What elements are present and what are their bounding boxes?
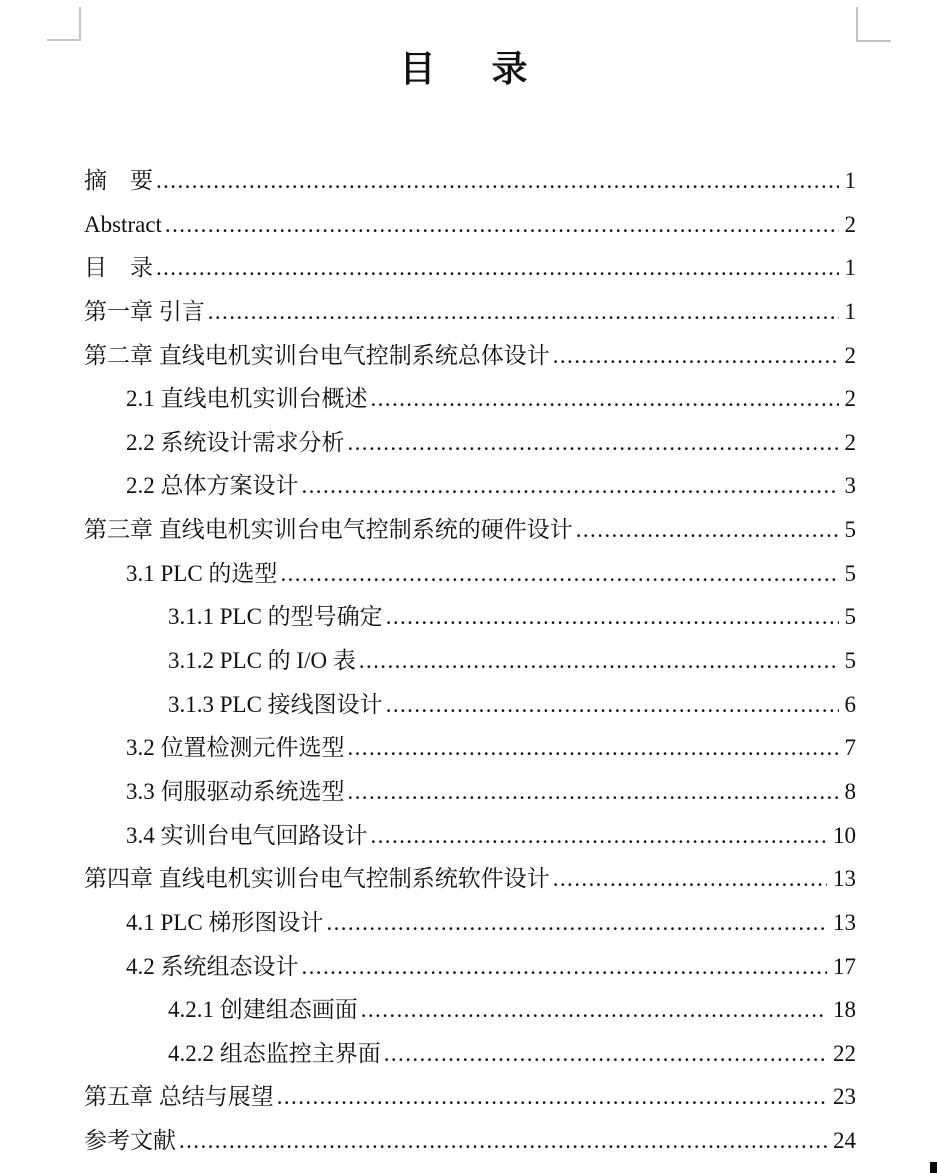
toc-entry-label: 2.1 直线电机实训台概述 xyxy=(126,386,368,412)
toc-entry-label: 摘 要 xyxy=(84,168,153,193)
toc-entry-label: 3.1.2 PLC 的 I/O 表 xyxy=(168,648,356,674)
toc-entry-row xyxy=(84,290,856,334)
toc-entry-label: 4.2 系统组态设计 xyxy=(126,953,299,979)
toc-entry-row xyxy=(84,508,856,552)
toc-entry-row xyxy=(84,857,856,901)
toc-dot-leader xyxy=(371,377,839,421)
toc-entry-page-number: 3 xyxy=(844,473,856,499)
scan-artifact-square xyxy=(930,1162,937,1173)
toc-entry-label: 参考文献 xyxy=(84,1128,176,1154)
toc-entry-page-number: 10 xyxy=(833,822,856,848)
toc-dot-leader xyxy=(326,901,827,945)
toc-entry-label: 4.2.2 组态监控主界面 xyxy=(168,1040,381,1066)
toc-entry-row xyxy=(84,639,856,683)
toc-dot-leader xyxy=(179,1119,827,1163)
toc-dot-leader xyxy=(165,203,839,247)
toc-entry-label: 3.1.1 PLC 的型号确定 xyxy=(168,604,383,630)
toc-entry-label: 3.3 伺服驱动系统选型 xyxy=(126,778,345,804)
toc-entry-page-number: 1 xyxy=(844,298,856,324)
toc-entry-page-number: 24 xyxy=(833,1128,856,1154)
toc-dot-leader xyxy=(359,639,839,683)
toc-entry-row xyxy=(84,1119,856,1163)
toc-entry-label: 2.2 总体方案设计 xyxy=(126,473,299,499)
toc-entry-label: 3.2 位置检测元件选型 xyxy=(126,735,345,761)
margin-crop-mark-top-left-icon xyxy=(47,7,81,41)
toc-entry-row xyxy=(84,595,856,639)
toc-entry-label: Abstract xyxy=(84,211,162,237)
toc-entry-page-number: 23 xyxy=(833,1084,856,1110)
toc-entry-row xyxy=(84,683,856,727)
toc-entry-label: 4.1 PLC 梯形图设计 xyxy=(126,909,324,935)
toc-dot-leader xyxy=(553,857,827,901)
toc-dot-leader xyxy=(280,552,838,596)
toc-entry-row xyxy=(84,726,856,770)
toc-entry-page-number: 5 xyxy=(844,560,856,586)
page-title: 目 录 xyxy=(399,49,538,89)
toc-entry-page-number: 8 xyxy=(844,778,856,804)
toc-dot-leader xyxy=(384,1032,827,1076)
toc-dot-leader xyxy=(156,246,839,290)
toc-entry-row xyxy=(84,552,856,596)
toc-entry-row xyxy=(84,770,856,814)
toc-entry-row xyxy=(84,421,856,465)
toc-entry-row xyxy=(84,159,856,203)
margin-crop-mark-top-right-icon xyxy=(856,7,891,42)
toc-entry-label: 第三章 直线电机实训台电气控制系统的硬件设计 xyxy=(84,517,573,543)
toc-entry-label: 3.1 PLC 的选型 xyxy=(126,560,278,586)
toc-dot-leader xyxy=(386,683,839,727)
toc-entry-page-number: 1 xyxy=(844,255,856,281)
toc-entry-label: 第五章 总结与展望 xyxy=(84,1084,274,1110)
toc-entry-page-number: 18 xyxy=(833,997,856,1023)
toc-entry-row xyxy=(84,246,856,290)
toc-entry-page-number: 2 xyxy=(844,211,856,237)
toc-entry-row xyxy=(84,334,856,378)
toc-entry-page-number: 5 xyxy=(844,517,856,543)
toc-entry-label: 第二章 直线电机实训台电气控制系统总体设计 xyxy=(84,342,550,368)
toc-entry-page-number: 17 xyxy=(833,953,856,979)
toc-entry-row xyxy=(84,203,856,247)
toc-entry-label: 第四章 直线电机实训台电气控制系统软件设计 xyxy=(84,866,550,892)
toc-dot-leader xyxy=(361,988,827,1032)
toc-dot-leader xyxy=(208,290,839,334)
toc-entry-row xyxy=(84,377,856,421)
toc-entry-row xyxy=(84,988,856,1032)
toc-dot-leader xyxy=(302,464,839,508)
toc-entry-label: 目 录 xyxy=(84,255,153,281)
toc-entry-row xyxy=(84,901,856,945)
toc-entry-page-number: 13 xyxy=(833,909,856,935)
toc-list xyxy=(84,159,856,1163)
toc-dot-leader xyxy=(371,814,828,858)
toc-dot-leader xyxy=(302,945,828,989)
toc-dot-leader xyxy=(348,770,839,814)
toc-entry-page-number: 22 xyxy=(833,1040,856,1066)
toc-entry-label: 第一章 引言 xyxy=(84,298,205,324)
toc-dot-leader xyxy=(156,159,839,203)
toc-entry-page-number: 2 xyxy=(844,386,856,412)
toc-entry-row xyxy=(84,464,856,508)
toc-entry-page-number: 2 xyxy=(844,429,856,455)
toc-entry-page-number: 7 xyxy=(844,735,856,761)
toc-entry-row xyxy=(84,1075,856,1119)
toc-dot-leader xyxy=(576,508,839,552)
toc-entry-page-number: 1 xyxy=(844,168,856,193)
toc-dot-leader xyxy=(348,726,839,770)
toc-dot-leader xyxy=(277,1075,827,1119)
toc-entry-page-number: 6 xyxy=(844,691,856,717)
toc-entry-page-number: 2 xyxy=(844,342,856,368)
toc-entry-label: 3.4 实训台电气回路设计 xyxy=(126,822,368,848)
toc-entry-page-number: 5 xyxy=(844,648,856,674)
toc-entry-label: 3.1.3 PLC 接线图设计 xyxy=(168,691,383,717)
toc-entry-row xyxy=(84,945,856,989)
toc-dot-leader xyxy=(348,421,839,465)
toc-dot-leader xyxy=(553,334,839,378)
toc-entry-row xyxy=(84,1032,856,1076)
toc-entry-row xyxy=(84,814,856,858)
toc-entry-page-number: 5 xyxy=(844,604,856,630)
toc-dot-leader xyxy=(386,595,839,639)
toc-entry-label: 2.2 系统设计需求分析 xyxy=(126,429,345,455)
toc-entry-label: 4.2.1 创建组态画面 xyxy=(168,997,358,1023)
toc-entry-page-number: 13 xyxy=(833,866,856,892)
